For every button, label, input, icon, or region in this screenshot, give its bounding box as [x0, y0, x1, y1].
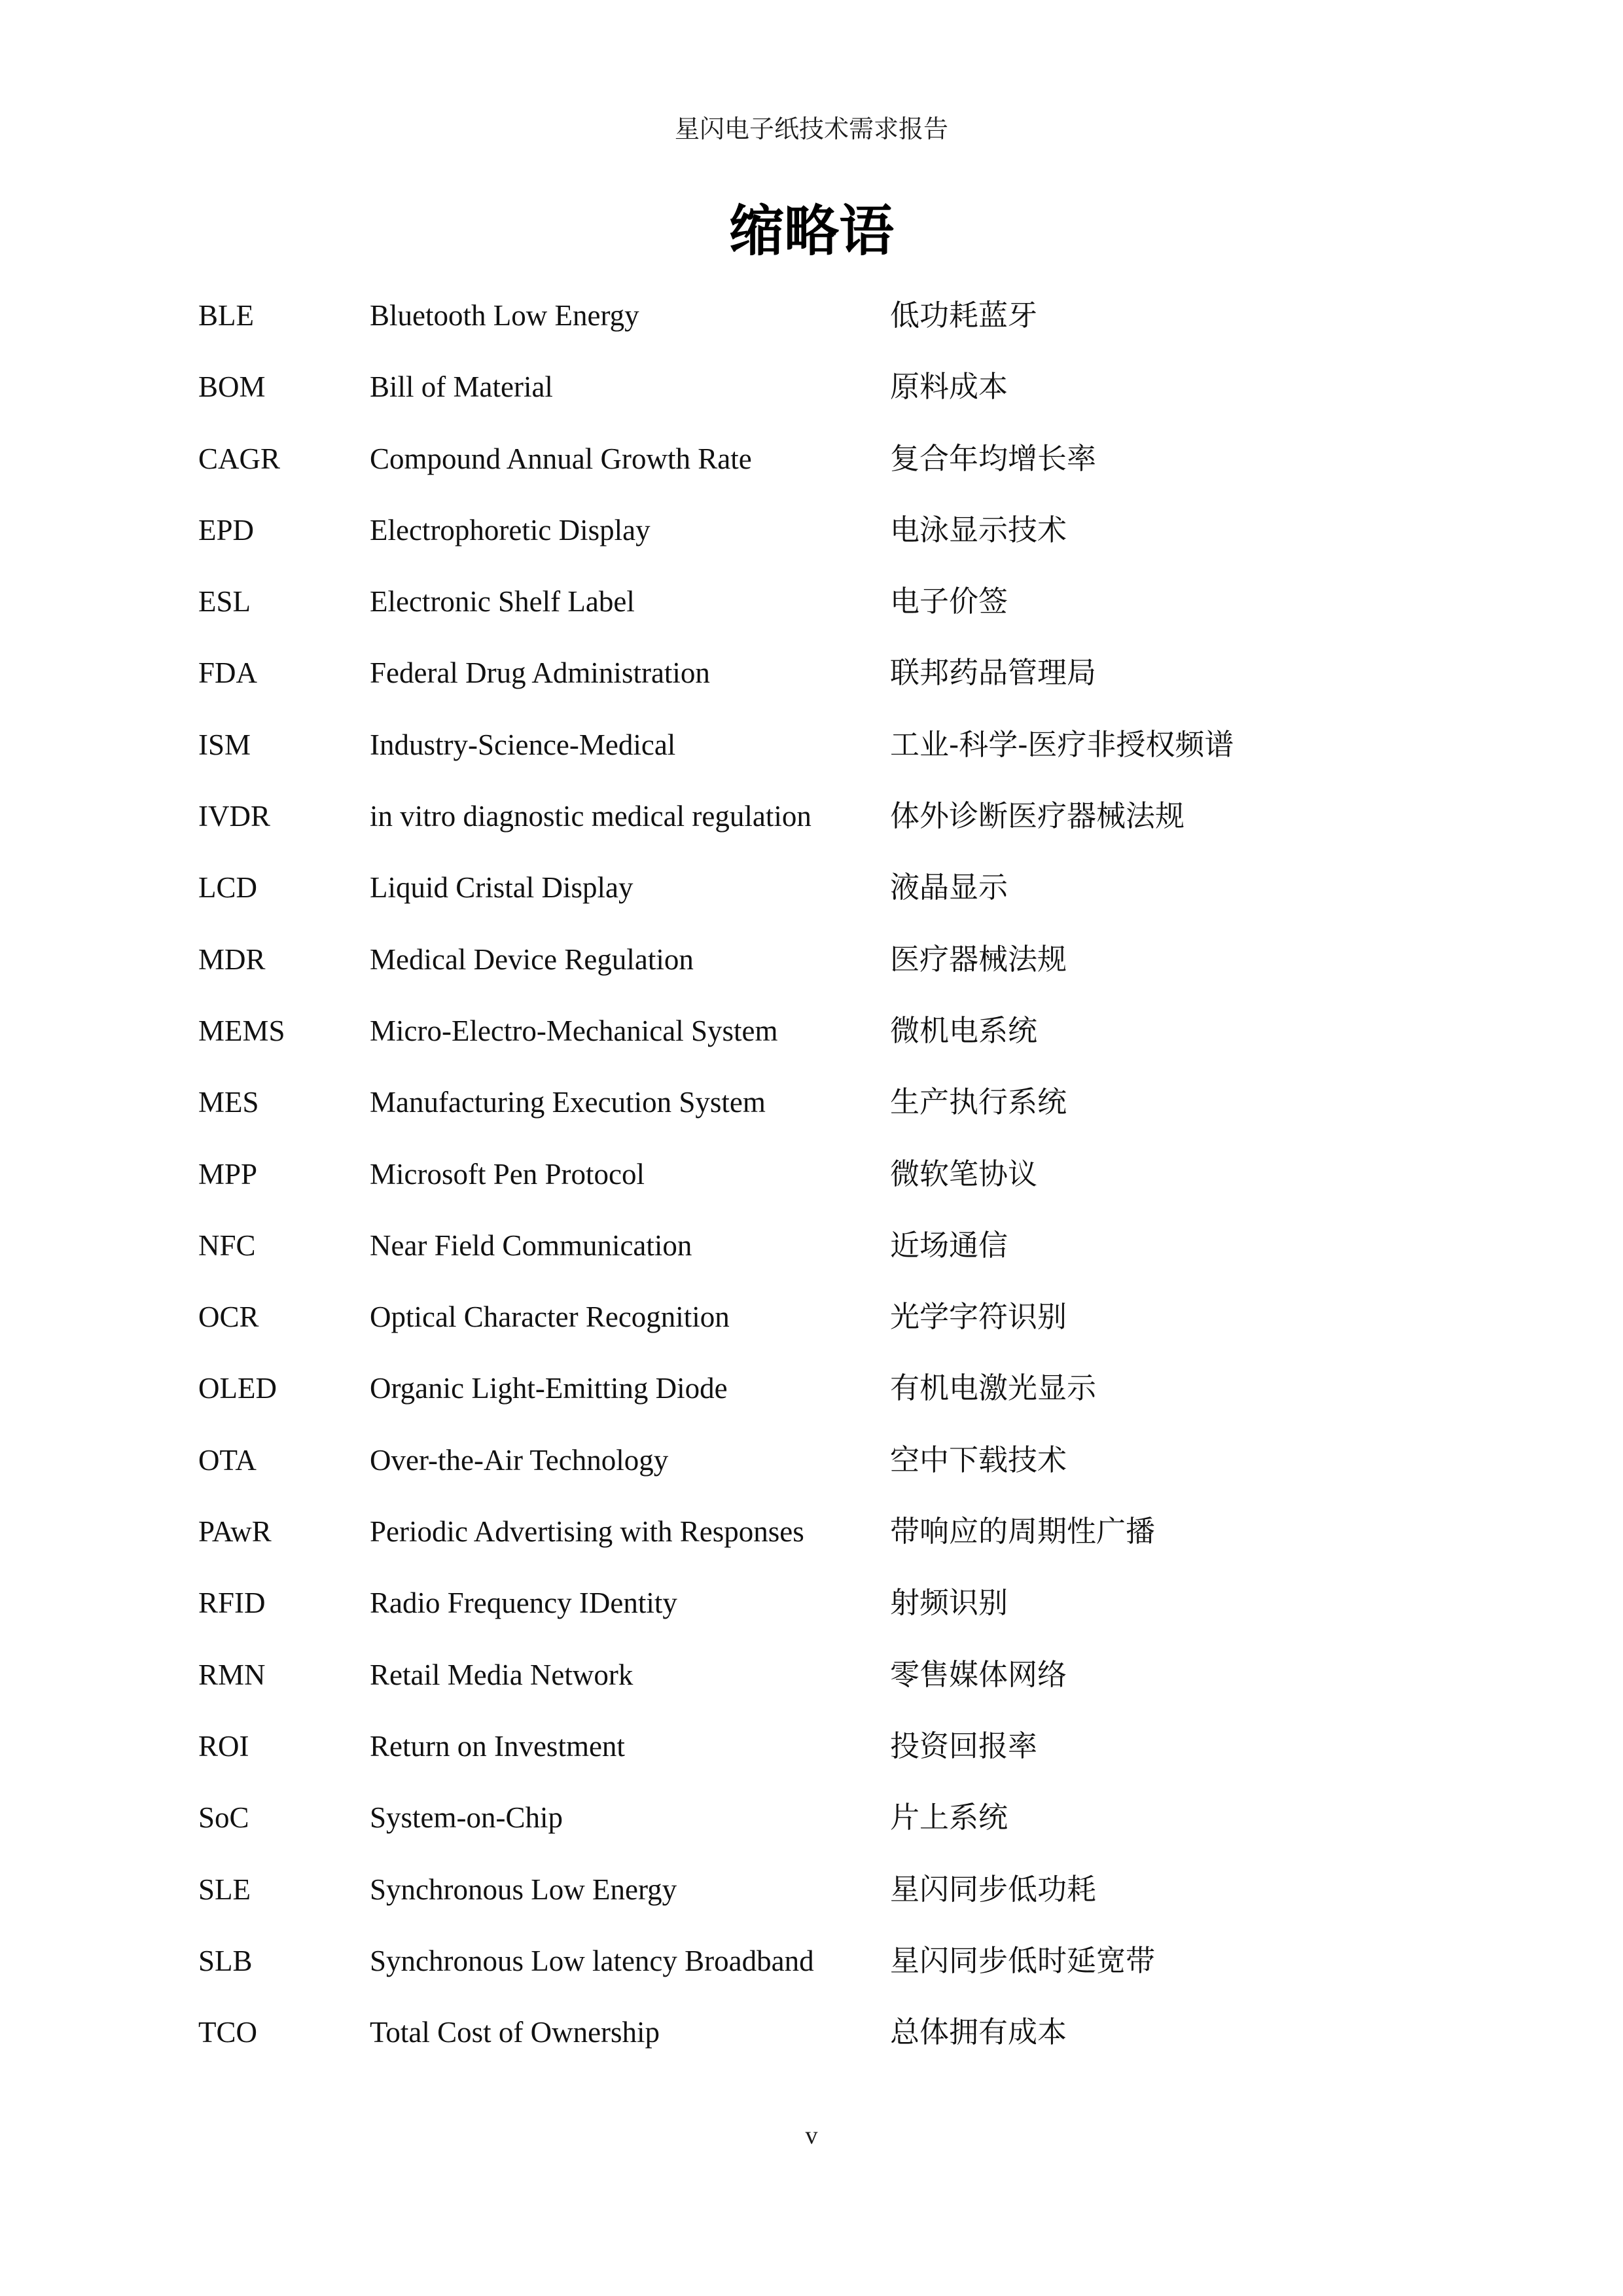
abbreviation: OCR	[198, 1300, 259, 1334]
english-term: Synchronous Low latency Broadband	[370, 1944, 814, 1977]
abbreviation-row	[0, 1075, 1623, 1146]
english-term: Organic Light-Emitting Diode	[370, 1372, 728, 1405]
abbreviation-row	[0, 1147, 1623, 1218]
english-term: Microsoft Pen Protocol	[370, 1157, 645, 1191]
chinese-term: 投资回报率	[890, 1728, 1038, 1763]
chinese-term: 微软笔协议	[890, 1156, 1038, 1191]
abbreviation-row	[0, 431, 1623, 503]
abbreviation: LCD	[198, 871, 257, 905]
abbreviation: SLB	[198, 1944, 253, 1977]
abbreviation-row	[0, 1289, 1623, 1361]
chinese-term: 空中下载技术	[890, 1442, 1067, 1477]
abbreviation-row	[0, 288, 1623, 359]
chinese-term: 近场通信	[890, 1227, 1008, 1263]
abbreviation: SoC	[198, 1801, 249, 1835]
chinese-term: 微机电系统	[890, 1013, 1038, 1048]
abbreviation-row	[0, 1790, 1623, 1861]
abbreviation-row	[0, 860, 1623, 931]
abbreviation-row	[0, 1575, 1623, 1647]
chinese-term: 医疗器械法规	[890, 941, 1067, 977]
abbreviation: OTA	[198, 1443, 257, 1477]
page-title: 缩略语	[728, 199, 894, 263]
chinese-term: 电子价签	[890, 584, 1008, 619]
abbreviation-row	[0, 789, 1623, 860]
abbreviation-row	[0, 932, 1623, 1003]
abbreviation: BLE	[198, 299, 254, 332]
chinese-term: 原料成本	[890, 369, 1008, 404]
chinese-term: 生产执行系统	[890, 1085, 1067, 1120]
chinese-term: 带响应的周期性广播	[890, 1514, 1156, 1549]
english-term: Return on Investment	[370, 1729, 625, 1763]
abbreviation-row	[0, 1862, 1623, 1933]
chinese-term: 液晶显示	[890, 870, 1008, 905]
chinese-term: 零售媒体网络	[890, 1657, 1067, 1692]
english-term: Industry-Science-Medical	[370, 728, 676, 761]
abbreviation-row	[0, 574, 1623, 645]
abbreviation: NFC	[198, 1229, 256, 1262]
abbreviation-row	[0, 645, 1623, 717]
abbreviation-row	[0, 1003, 1623, 1075]
abbreviation: SLE	[198, 1873, 251, 1906]
english-term: Total Cost of Ownership	[370, 2016, 660, 2049]
abbreviation-row	[0, 503, 1623, 574]
abbreviation: RFID	[198, 1587, 266, 1620]
abbreviation-row	[0, 1647, 1623, 1719]
abbreviation-row	[0, 1719, 1623, 1790]
chinese-term: 射频识别	[890, 1585, 1008, 1621]
chinese-term: 复合年均增长率	[890, 440, 1097, 476]
abbreviation: ISM	[198, 728, 251, 761]
chinese-term: 电泳显示技术	[890, 512, 1067, 547]
abbreviation: MES	[198, 1086, 259, 1119]
english-term: in vitro diagnostic medical regulation	[370, 800, 812, 833]
chinese-term: 联邦药品管理局	[890, 655, 1097, 691]
abbreviation: EPD	[198, 513, 255, 547]
abbreviation: IVDR	[198, 800, 270, 833]
abbreviation: OLED	[198, 1372, 277, 1405]
chinese-term: 工业-科学-医疗非授权频谱	[890, 726, 1234, 762]
english-term: System-on-Chip	[370, 1801, 563, 1835]
page-number: v	[805, 2122, 818, 2149]
english-term: Retail Media Network	[370, 1658, 633, 1691]
english-term: Optical Character Recognition	[370, 1300, 730, 1334]
abbreviation: TCO	[198, 2016, 257, 2049]
english-term: Near Field Communication	[370, 1229, 692, 1262]
abbreviation-row	[0, 359, 1623, 431]
abbreviation: MPP	[198, 1157, 258, 1191]
english-term: Over-the-Air Technology	[370, 1443, 669, 1477]
abbreviation-row	[0, 717, 1623, 789]
abbreviation: PAwR	[198, 1515, 272, 1549]
abbreviation-row	[0, 1361, 1623, 1432]
english-term: Electronic Shelf Label	[370, 585, 635, 619]
chinese-term: 星闪同步低时延宽带	[890, 1943, 1156, 1978]
chinese-term: 低功耗蓝牙	[890, 298, 1038, 332]
english-term: Periodic Advertising with Responses	[370, 1515, 804, 1549]
abbreviation: MEMS	[198, 1014, 285, 1047]
abbreviation: FDA	[198, 656, 258, 690]
english-term: Synchronous Low Energy	[370, 1873, 677, 1906]
english-term: Federal Drug Administration	[370, 656, 710, 690]
abbreviation-row	[0, 1218, 1623, 1289]
chinese-term: 体外诊断医疗器械法规	[890, 798, 1185, 834]
abbreviation: MDR	[198, 942, 266, 976]
abbreviation-list	[0, 288, 1623, 2076]
abbreviation-row	[0, 1433, 1623, 1504]
english-term: Bluetooth Low Energy	[370, 299, 639, 332]
english-term: Manufacturing Execution System	[370, 1086, 766, 1119]
english-term: Bill of Material	[370, 370, 553, 404]
english-term: Micro-Electro-Mechanical System	[370, 1014, 778, 1047]
english-term: Liquid Cristal Display	[370, 871, 633, 905]
chinese-term: 总体拥有成本	[890, 2015, 1067, 2050]
abbreviation-row	[0, 2005, 1623, 2076]
abbreviation: CAGR	[198, 442, 281, 475]
abbreviation: RMN	[198, 1658, 266, 1691]
english-term: Medical Device Regulation	[370, 942, 694, 976]
english-term: Compound Annual Growth Rate	[370, 442, 752, 475]
abbreviation: BOM	[198, 370, 266, 404]
abbreviation: ESL	[198, 585, 251, 619]
abbreviation-row	[0, 1933, 1623, 2005]
chinese-term: 星闪同步低功耗	[890, 1871, 1097, 1907]
abbreviation-row	[0, 1504, 1623, 1575]
chinese-term: 光学字符识别	[890, 1299, 1067, 1335]
chinese-term: 有机电激光显示	[890, 1371, 1097, 1406]
running-header: 星闪电子纸技术需求报告	[674, 115, 948, 143]
abbreviation: ROI	[198, 1729, 249, 1763]
english-term: Electrophoretic Display	[370, 513, 651, 547]
english-term: Radio Frequency IDentity	[370, 1587, 677, 1620]
chinese-term: 片上系统	[890, 1800, 1008, 1835]
